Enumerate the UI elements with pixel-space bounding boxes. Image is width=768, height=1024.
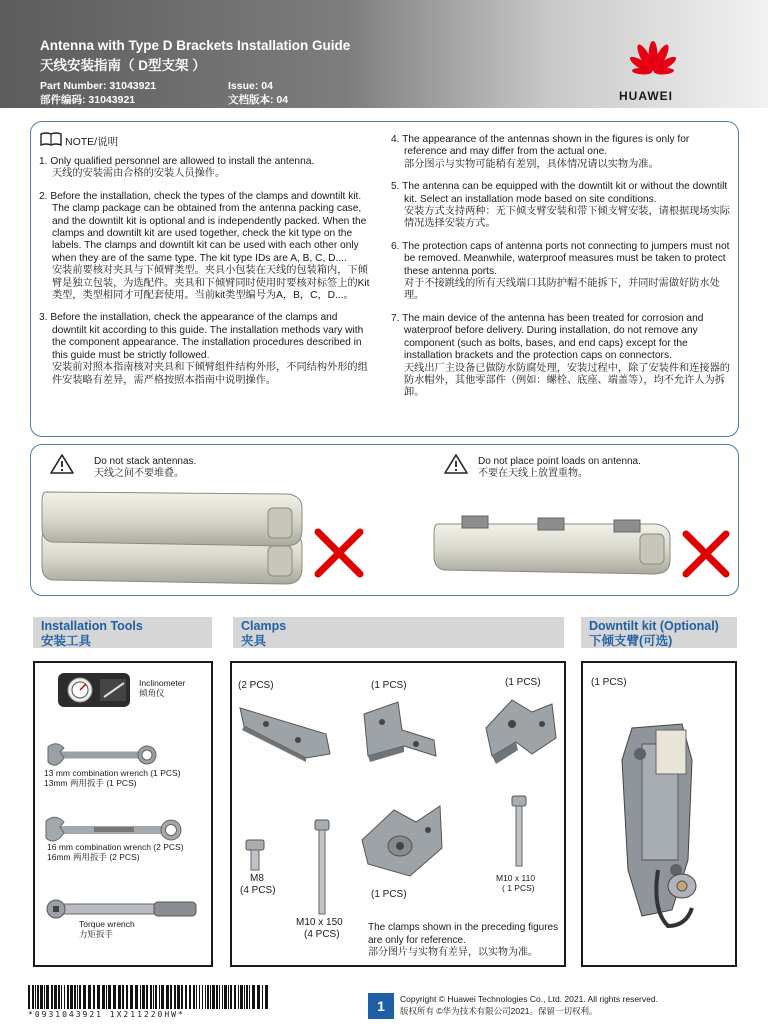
wrench-13mm-icon xyxy=(46,742,158,768)
section-header-downtilt: Downtilt kit (Optional) 下倾支臂(可选) xyxy=(581,617,737,648)
note-item-2: 2. Before the installation, check the types of the clamps and downtilt kit. The clamp package can be obtained from the antenna packing case, and the downtilt kit is optional and is independently packed. When the clamps and downtilt kit are used together, check the kit type on the labels. The clamps and downtilt kit can be used with each other only when they are of the same type. The kit type IDs are A, B, C, D.... 安装前要核对夹具与下倾臂类型。夹具小包装在天线的包装箱内，下倾臂是独立包装，为选配件。夹具和下倾臂同时使用时要核对标签上的Kit类型，类型相同才可配套使用。当前kit类型编号为A，B，C，D...。 xyxy=(39,190,370,302)
page-number: 1 xyxy=(368,993,394,1019)
warning-icon xyxy=(50,454,74,474)
note-left-column xyxy=(39,156,374,397)
note-item-3: 3. Before the installation, check the appearance of the clamps and downtilt kit according to this guide. The installation methods vary with the component appearance. The installation procedures described in this guide must be strictly followed. 安装前对照本指南核对夹具和下倾臂组件结构外形，不同结构外形的组件安装略有差异，需严格按照本指南中说明操作。 xyxy=(39,312,368,386)
m10x150-quantity: (4 PCS) xyxy=(304,929,340,940)
clamp-hinge-illustration xyxy=(472,694,560,770)
m10x110-label: M10 x 110 xyxy=(496,873,536,883)
clamp-plate-illustration xyxy=(236,704,334,762)
wrench-16mm-icon xyxy=(44,816,184,844)
torque-wrench-label-en: Torque wrench xyxy=(79,919,135,929)
wrench-16mm-label-cn: 16mm 两用扳手 (2 PCS) xyxy=(47,852,140,862)
forbidden-x-icon xyxy=(682,530,730,578)
warning-stack-en: Do not stack antennas. xyxy=(94,456,197,467)
forbidden-x-icon xyxy=(314,528,364,578)
note-item-6: 6. The protection caps of antenna ports not connecting to jumpers must not be removed. Meanwhile, waterproof measures must be taken to protect these antenna ports. 对于不接跳线的所有天线端口其防护帽不能拆下，并同时需做好防水处理。 xyxy=(391,240,730,302)
downtilt-kit-illustration xyxy=(612,720,712,932)
huawei-logo xyxy=(618,38,688,90)
m10x110-bolt-illustration xyxy=(510,794,528,868)
issue-en: Issue: 04 xyxy=(228,80,273,92)
issue-cn: 文档版本: 04 xyxy=(228,94,289,106)
m8-bolt-illustration xyxy=(244,838,266,872)
torque-wrench-label-cn: 力矩扳手 xyxy=(79,929,114,939)
part-number-en: Part Number: 31043921 xyxy=(40,80,157,92)
downtilt-quantity: (1 PCS) xyxy=(591,677,627,688)
note-right-column xyxy=(391,134,733,410)
warning-icon xyxy=(444,454,468,474)
clamp-2-quantity: (1 PCS) xyxy=(371,680,407,691)
warning-load-cn: 不要在天线上放置重物。 xyxy=(478,468,588,479)
note-item-5: 5. The antenna can be equipped with the downtilt kit or without the downtilt kit. Select an installation mode based on site conditions. 安装方式支持两种：无下倾支臂安装和带下倾支臂安装，请根据现场实际情况选择安装方式。 xyxy=(391,181,730,230)
inclinometer-label-cn: 倾角仪 xyxy=(139,688,165,698)
clamp-3-quantity: (1 PCS) xyxy=(505,677,541,688)
m10x150-bolt-illustration xyxy=(313,818,331,916)
warning-stack-cn: 天线之间不要堆叠。 xyxy=(94,468,184,479)
brand-name: HUAWEI xyxy=(619,89,673,103)
title-en: Antenna with Type D Brackets Installation Guide xyxy=(40,38,351,53)
title-cn: 天线安装指南（ D型支架 ） xyxy=(40,58,206,73)
note-heading: NOTE/说明 xyxy=(65,136,119,148)
note-item-4: 4. The appearance of the antennas shown in the figures is only for reference and may differ from the actual one. 部分图示与实物可能稍有差别，具体情况请以实物为准。 xyxy=(391,134,690,170)
note-item-1: 1. Only qualified personnel are allowed to install the antenna. 天线的安装需由合格的安装人员操作。 xyxy=(39,156,315,180)
wrench-13mm-label-en: 13 mm combination wrench (1 PCS) xyxy=(44,768,181,778)
clamp-1-quantity: (2 PCS) xyxy=(238,680,274,691)
m8-quantity: (4 PCS) xyxy=(240,885,276,896)
clamps-reference-note: The clamps shown in the preceding figures are only for reference. 部分图片与实物有差异，以实物为准。 xyxy=(368,922,559,958)
section-header-clamps: Clamps 夹具 xyxy=(233,617,564,648)
stacked-antennas-illustration xyxy=(40,488,308,588)
copyright-cn: 版权所有 ©华为技术有限公司2021。保留一切权利。 xyxy=(400,1006,598,1016)
wrench-13mm-label-cn: 13mm 两用扳手 (1 PCS) xyxy=(44,778,137,788)
warning-load-en: Do not place point loads on antenna. xyxy=(478,456,641,467)
clamp-4-quantity: (1 PCS) xyxy=(371,889,407,900)
wrench-16mm-label-en: 16 mm combination wrench (2 PCS) xyxy=(47,842,184,852)
barcode xyxy=(28,985,268,1009)
m10x150-label: M10 x 150 xyxy=(296,917,343,928)
inclinometer-label-en: Inclinometer xyxy=(139,678,186,688)
book-icon xyxy=(40,132,62,146)
clamp-bracket-illustration xyxy=(358,700,440,764)
part-number-cn: 部件编码: 31043921 xyxy=(40,94,136,106)
m10x110-quantity: ( 1 PCS) xyxy=(502,883,535,893)
inclinometer-icon xyxy=(56,671,132,709)
point-load-illustration xyxy=(432,510,676,576)
note-item-7: 7. The main device of the antenna has been treated for corrosion and waterproof before delivery. During installation, do not remove any component (such as bolts, bases, and end caps) except for the installation brackets and the protection caps on connectors. 天线出厂主设备已做防水防腐处理，安装过程中，除了安装件和连接器的防水帽外，其他零部件（例如：螺栓、底座、端盖等），均不允许人为拆卸。 xyxy=(391,312,730,399)
clamp-assembly-illustration xyxy=(358,800,444,882)
section-header-tools: Installation Tools 安装工具 xyxy=(33,617,212,648)
barcode-text: *0931043921 1X211220HW* xyxy=(28,1010,185,1019)
m8-label: M8 xyxy=(250,873,264,884)
copyright-en: Copyright © Huawei Technologies Co., Ltd. 2021. All rights reserved. xyxy=(400,994,658,1004)
